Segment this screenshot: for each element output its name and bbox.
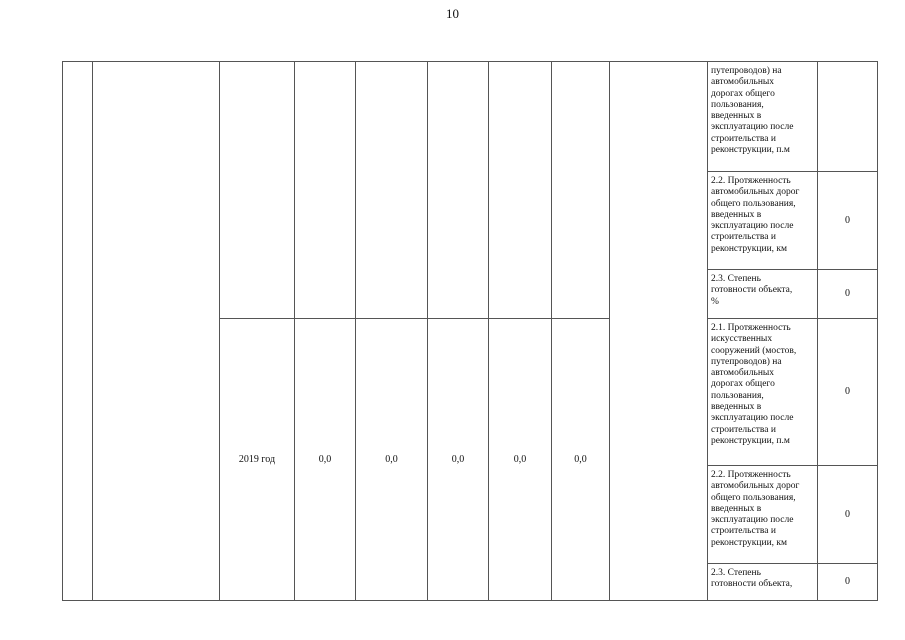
indicator-value-cell [817,61,878,171]
financing-local-cell [488,318,551,601]
financing-regional-cell [427,318,488,601]
indicator-name-cell: 2.2. Протяженность автомобильных дорог общего пользования, введенных в эксплуатацию после строительства и реконструкции, км [707,171,817,269]
year-label: 2019 год [238,453,276,465]
financing-other-cell-prev [551,61,609,318]
indicator-value: 0 [845,214,850,226]
financing-federal-cell [355,318,427,601]
indicator-value-cell [817,465,878,563]
indicator-value-cell [817,269,878,318]
indicator-name-cell: путепроводов) на автомобильных дорогах общего пользования, введенных в эксплуатацию после строительства и реконструкции, п.м [707,61,817,171]
budget-table [62,61,878,601]
year-cell-2019 [219,318,294,601]
financing-total-cell [294,318,355,601]
financing-total-cell-prev [294,61,355,318]
executor-cell [609,61,707,601]
indicator-name-cell: 2.2. Протяженность автомобильных дорог общего пользования, введенных в эксплуатацию после строительства и реконструкции, км [707,465,817,563]
indicator-value-cell [817,563,878,601]
financing-value: 0,0 [318,453,332,465]
number-column-cell [62,61,92,601]
financing-local-cell-prev [488,61,551,318]
indicator-value-cell [817,171,878,269]
financing-value: 0,0 [574,453,587,465]
indicator-value: 0 [845,508,850,520]
indicator-name-cell: 2.1. Протяженность искусственных сооружений (мостов, путепроводов) на автомобильных дорогах общего пользования, введенных в эксплуатацию после строительства и реконструкции, п.м [707,318,817,465]
indicator-value-cell [817,318,878,465]
financing-value: 0,0 [513,453,527,465]
page-number: 10 [446,6,459,21]
financing-value: 0,0 [385,453,398,465]
indicator-value: 0 [845,576,850,588]
financing-federal-cell-prev [355,61,427,318]
financing-value: 0,0 [451,453,465,465]
financing-other-cell [551,318,609,601]
indicator-name-cell: 2.3. Степень готовности объекта, [707,563,817,601]
year-cell-prev [219,61,294,318]
indicator-value: 0 [845,288,850,300]
financing-regional-cell-prev [427,61,488,318]
activity-name-cell [92,61,219,601]
indicator-name-cell: 2.3. Степень готовности объекта, % [707,269,817,318]
indicator-value: 0 [845,386,850,398]
